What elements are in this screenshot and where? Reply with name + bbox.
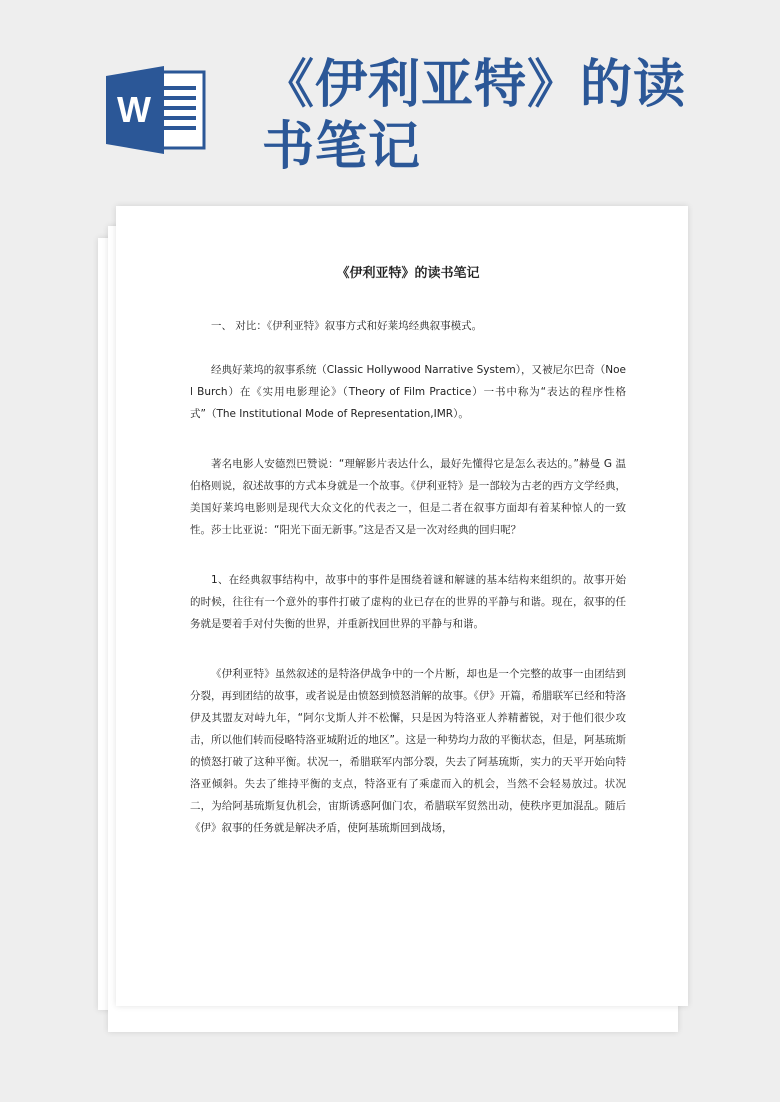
- paragraph-3: 著名电影人安德烈巴赞说：“理解影片表达什么，最好先懂得它是怎么表达的。”赫曼 G 温伯格则说，叙述故事的方式本身就是一个故事。《伊利亚特》是一部较为古老的西方文学经典，美国好莱坞电影则是现代大众文化的代表之一，但是二者在叙事方面却有着某种惊人的一致性。莎士比亚说：“阳光下面无新事。”这是否又是一次对经典的回归呢？: [190, 458, 626, 536]
- word-logo-letter: W: [117, 89, 151, 130]
- paragraph-1: 一、 对比：《伊利亚特》叙事方式和好莱坞经典叙事模式。: [211, 320, 483, 332]
- paragraph-2: 经典好莱坞的叙事系统（Classic Hollywood Narrative System），又被尼尔巴奇（Noel Burch）在《实用电影理论》（Theory of Film Practice）一书中称为“表达的程序性格式”（The Institutional Mode of Representation,IMR）。: [190, 364, 626, 420]
- word-document-icon: [106, 62, 210, 158]
- banner-title: 《伊利亚特》的读书笔记: [262, 54, 687, 177]
- paragraph-5: 《伊利亚特》虽然叙述的是特洛伊战争中的一个片断，却也是一个完整的故事一由团结到分裂，再到团结的故事，或者说是由愤怒到愤怒消解的故事。《伊》开篇，希腊联军已经和特洛伊及其盟友对峙九年，“阿尔戈斯人并不松懈，只是因为特洛亚人养精蓄锐，对于他们很少攻击，所以他们转而侵略特洛亚城附近的地区”。这是一种势均力敌的平衡状态，但是，阿基琉斯的愤怒打破了这种平衡。状况一，希腊联军内部分裂，失去了阿基琉斯，实力的天平开始向特洛亚倾斜。失去了维持平衡的支点，特洛亚有了乘虚而入的机会，当然不会轻易放过。状况二，为给阿基琉斯复仇机会，宙斯诱惑阿伽门农，希腊联军贸然出动，使秩序更加混乱。随后《伊》叙事的任务就是解决矛盾，使阿基琉斯回到战场，: [190, 668, 626, 834]
- document-body: [190, 262, 626, 867]
- paragraph-4: 1、在经典叙事结构中，故事中的事件是围绕着谜和解谜的基本结构来组织的。故事开始的时候，往往有一个意外的事件打破了虚构的业已存在的世界的平静与和谐。现在，叙事的任务就是要着手对付失衡的世界，并重新找回世界的平静与和谐。: [190, 574, 626, 630]
- word-logo: [106, 62, 210, 158]
- document-title: 《伊利亚特》的读书笔记: [336, 266, 480, 281]
